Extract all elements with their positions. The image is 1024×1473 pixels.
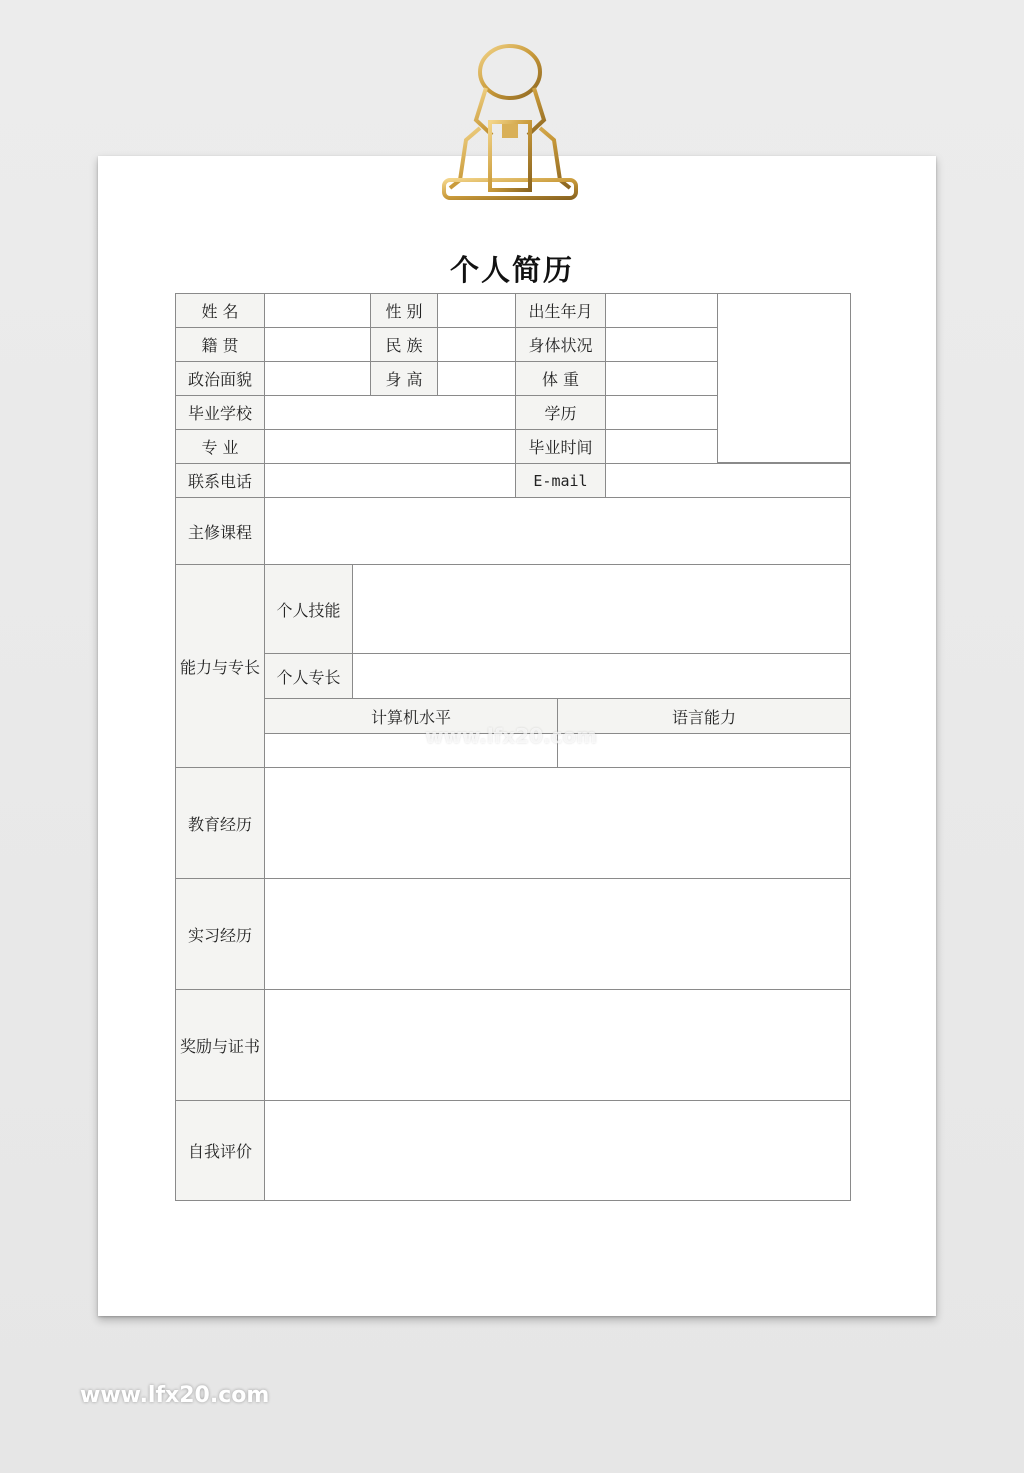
input-ethnicity[interactable]	[437, 327, 516, 362]
label-specialty: 个人专长	[264, 653, 353, 699]
binder-clip-icon	[430, 40, 590, 215]
input-skills[interactable]	[352, 564, 851, 654]
label-native-place: 籍 贯	[175, 327, 265, 362]
label-education: 教育经历	[175, 767, 265, 879]
input-courses[interactable]	[264, 497, 851, 565]
input-email[interactable]	[605, 463, 851, 498]
input-self-eval[interactable]	[264, 1100, 851, 1201]
input-language[interactable]	[557, 733, 851, 768]
label-internship: 实习经历	[175, 878, 265, 990]
label-skills: 个人技能	[264, 564, 353, 654]
label-school: 毕业学校	[175, 395, 265, 430]
input-birth[interactable]	[605, 293, 718, 328]
input-school[interactable]	[264, 395, 516, 430]
label-self-eval: 自我评价	[175, 1100, 265, 1201]
label-height: 身 高	[370, 361, 438, 396]
input-native-place[interactable]	[264, 327, 371, 362]
watermark: www.lfx20.com	[80, 1383, 270, 1408]
label-abilities: 能力与专长	[175, 564, 265, 768]
input-gender[interactable]	[437, 293, 516, 328]
label-politics: 政治面貌	[175, 361, 265, 396]
input-education[interactable]	[264, 767, 851, 879]
photo-box[interactable]	[717, 293, 851, 463]
input-degree[interactable]	[605, 395, 718, 430]
label-degree: 学历	[515, 395, 606, 430]
input-politics[interactable]	[264, 361, 371, 396]
label-ethnicity: 民 族	[370, 327, 438, 362]
input-specialty[interactable]	[352, 653, 851, 699]
input-name[interactable]	[264, 293, 371, 328]
label-phone: 联系电话	[175, 463, 265, 498]
input-grad-time[interactable]	[605, 429, 718, 464]
page-title: 个人简历	[449, 253, 574, 287]
label-awards: 奖励与证书	[175, 989, 265, 1101]
input-awards[interactable]	[264, 989, 851, 1101]
label-language: 语言能力	[557, 698, 851, 734]
label-computer: 计算机水平	[264, 698, 558, 734]
input-height[interactable]	[437, 361, 516, 396]
label-weight: 体 重	[515, 361, 606, 396]
label-name: 姓 名	[175, 293, 265, 328]
label-courses: 主修课程	[175, 497, 265, 565]
input-phone[interactable]	[264, 463, 516, 498]
input-health[interactable]	[605, 327, 718, 362]
label-major: 专 业	[175, 429, 265, 464]
label-gender: 性 别	[370, 293, 438, 328]
input-internship[interactable]	[264, 878, 851, 990]
label-birth: 出生年月	[515, 293, 606, 328]
label-health: 身体状况	[515, 327, 606, 362]
input-major[interactable]	[264, 429, 516, 464]
label-email: E-mail	[515, 463, 606, 498]
watermark-center: www.lfx20.com	[425, 724, 598, 748]
label-grad-time: 毕业时间	[515, 429, 606, 464]
input-weight[interactable]	[605, 361, 718, 396]
